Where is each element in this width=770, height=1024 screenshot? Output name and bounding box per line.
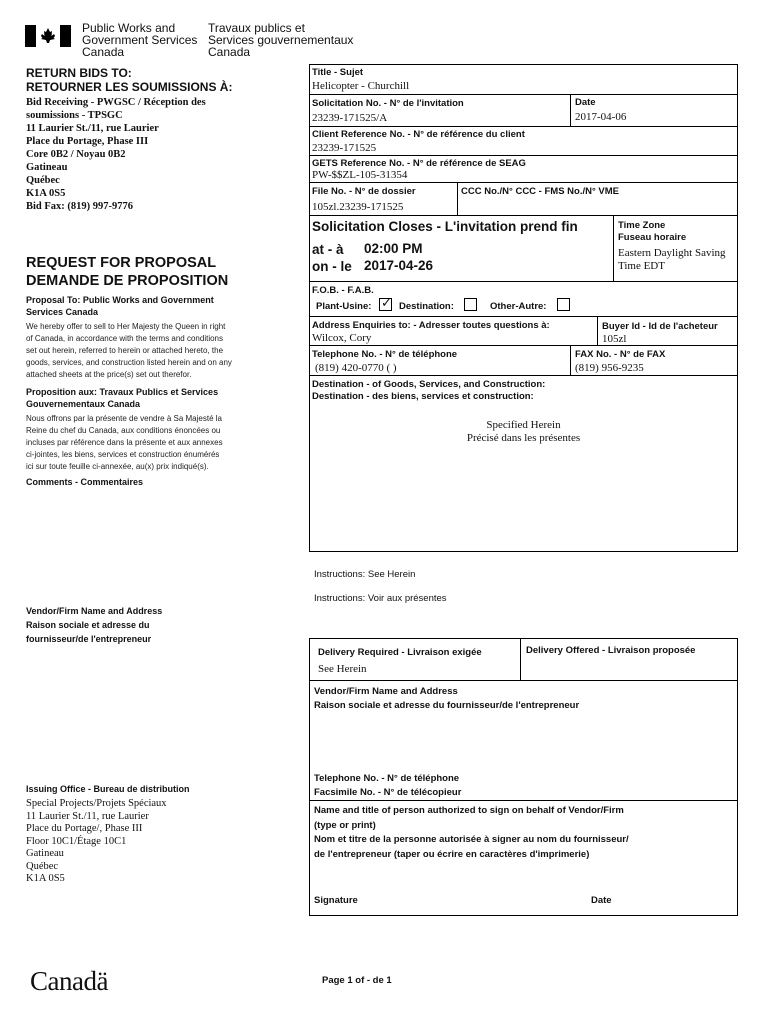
fob-label: F.O.B. - F.A.B. xyxy=(312,285,374,296)
time-zone-label: Time Zone Fuseau horaire xyxy=(618,220,687,243)
solicitation-value: 23239-171525/A xyxy=(312,112,388,124)
vendor-left-label: Vendor/Firm Name and Address Raison sociale et adresse du fournisseur/de l'entrepreneur xyxy=(26,606,163,644)
buyer-id-label: Buyer Id - Id de l'acheteur xyxy=(602,321,718,332)
signature-date-label: Date xyxy=(591,895,612,906)
title-label: Title - Sujet xyxy=(312,67,364,78)
plant-checkbox[interactable] xyxy=(379,298,392,311)
delivery-required-value: See Herein xyxy=(318,663,367,675)
solicitation-closes-label: Solicitation Closes - L'invitation prend fin xyxy=(312,219,578,234)
issuing-office-address: Special Projects/Projets Spéciaux 11 Laurier St./11, rue Laurier Place du Portage/, Phase III Floor 10C1/Étage 10C1 Gatineau Québec K1A 0S5 xyxy=(26,798,167,884)
vendor-tel-fax-label: Telephone No. - N° de téléphone Facsimile No. - N° de télécopieur xyxy=(314,773,462,798)
instructions-en: Instructions: See Herein xyxy=(314,569,416,580)
department-name-fr: Travaux publics et Services gouvernementaux Canada xyxy=(208,21,354,59)
checkmark-icon: ✓ xyxy=(381,296,392,311)
plant-label: Plant-Usine: xyxy=(316,301,372,312)
department-name-en: Public Works and Government Services Canada xyxy=(82,21,198,59)
vendor-name-label: Vendor/Firm Name and Address Raison sociale et adresse du fournisseur/de l'entrepreneur xyxy=(314,686,580,711)
canada-flag-icon xyxy=(25,25,71,47)
fax-value: (819) 956-9235 xyxy=(575,362,644,374)
proposal-to-en-text: We hereby offer to sell to Her Majesty the Queen in right of Canada, in accordance with the terms and conditions set out herein, referred to herein or attached hereto, the goods, services, and construction listed herein and on any attached sheets at the price(s) set out therefor. xyxy=(26,322,232,379)
authorized-person-label: Name and title of person authorized to sign on behalf of Vendor/Firm (type or print) Nom et titre de la personne autorisée à signer au nom du fournisseur/ de l'entrepreneur (taper ou écrire en caractères d'imprimerie) xyxy=(314,805,629,860)
destination-checkbox[interactable] xyxy=(464,298,477,311)
proposal-to-fr-text: Nous offrons par la présente de vendre à Sa Majesté la Reine du chef du Canada, aux conditions énoncées ou incluses par référence dans la présente et aux annexes ci-jointes, les biens, services et construction énumérés ici sur toute feuille ci-annexée, au(x) prix indiqué(s). xyxy=(26,414,223,471)
buyer-id-value: 105zl xyxy=(602,333,627,345)
file-no-value: 105zl.23239-171525 xyxy=(312,201,404,213)
date-value: 2017-04-06 xyxy=(575,111,627,123)
closes-at-value: 02:00 PM xyxy=(364,241,423,256)
return-bids-title: RETURN BIDS TO: RETOURNER LES SOUMISSIONS À: xyxy=(26,66,233,94)
closes-at-label: at - à xyxy=(312,242,344,257)
telephone-label: Telephone No. - N° de téléphone xyxy=(312,349,458,360)
return-bids-address: Bid Receiving - PWGSC / Réception des soumissions - TPSGC 11 Laurier St./11, rue Laurier Place du Portage, Phase III Core 0B2 / Noyau 0B2 Gatineau Québec K1A 0S5 Bid Fax: (819) 997-9776 xyxy=(26,97,206,212)
proposal-to-en-label: Proposal To: Public Works and Government Services Canada xyxy=(26,295,214,317)
address-enquiries-value: Wilcox, Cory xyxy=(312,332,372,344)
other-checkbox[interactable] xyxy=(557,298,570,311)
title-value: Helicopter - Churchill xyxy=(312,80,410,92)
file-no-label: File No. - N° de dossier xyxy=(312,186,416,197)
date-label: Date xyxy=(575,97,596,108)
ccc-no-label: CCC No./N° CCC - FMS No./N° VME xyxy=(461,186,620,197)
instructions-fr: Instructions: Voir aux présentes xyxy=(314,593,447,604)
client-ref-label: Client Reference No. - N° de référence du client xyxy=(312,129,525,140)
telephone-value: (819) 420-0770 ( ) xyxy=(315,362,397,374)
solicitation-label: Solicitation No. - N° de l'invitation xyxy=(312,98,464,109)
gets-ref-value: PW-$$ZL-105-31354 xyxy=(312,169,408,181)
delivery-required-label: Delivery Required - Livraison exigée xyxy=(318,647,482,658)
client-ref-value: 23239-171525 xyxy=(312,142,377,154)
address-enquiries-label: Address Enquiries to: - Adresser toutes questions à: xyxy=(312,320,550,331)
signature-label: Signature xyxy=(314,895,358,906)
closes-on-label: on - le xyxy=(312,259,352,274)
delivery-offered-label: Delivery Offered - Livraison proposée xyxy=(526,645,696,656)
comments-label: Comments - Commentaires xyxy=(26,477,144,487)
closes-on-value: 2017-04-26 xyxy=(364,258,434,273)
destination-fob-label: Destination: xyxy=(399,301,454,312)
gets-ref-label: GETS Reference No. - N° de référence de SEAG xyxy=(312,158,526,169)
issuing-office-label: Issuing Office - Bureau de distribution xyxy=(26,784,190,794)
rfp-title: REQUEST FOR PROPOSAL DEMANDE DE PROPOSITION xyxy=(26,255,229,289)
page-number: Page 1 of - de 1 xyxy=(322,975,392,986)
canada-wordmark: Canadä xyxy=(30,966,108,996)
destination-goods-label: Destination - of Goods, Services, and Construction: Destination - des biens, services et construction: xyxy=(312,379,546,402)
other-label: Other-Autre: xyxy=(490,301,547,312)
fax-label: FAX No. - N° de FAX xyxy=(575,349,666,360)
destination-goods-value: Specified Herein Précisé dans les présentes xyxy=(466,419,581,444)
proposal-to-fr-label: Proposition aux: Travaux Publics et Services Gouvernementaux Canada xyxy=(26,387,219,409)
time-zone-value: Eastern Daylight Saving Time EDT xyxy=(618,247,726,272)
